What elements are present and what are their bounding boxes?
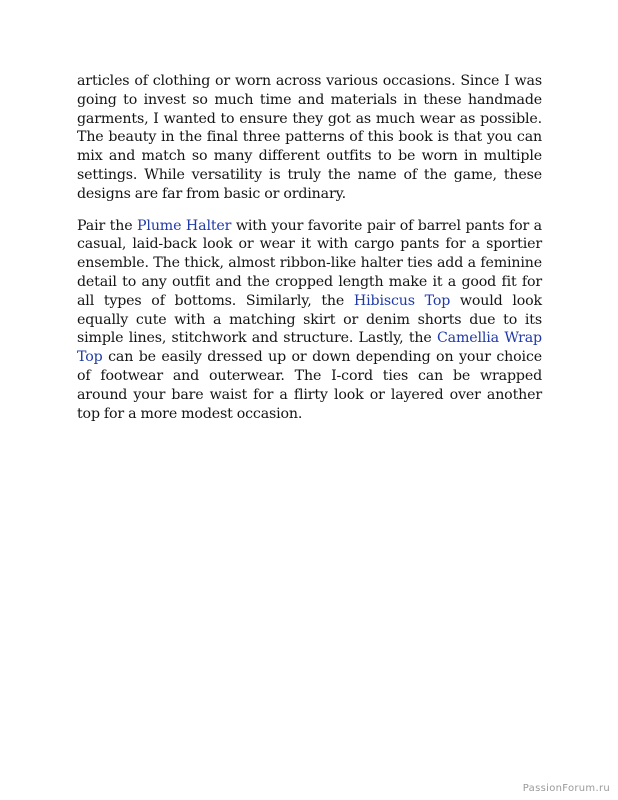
paragraph-2-text-1: Pair the: [77, 217, 138, 234]
paragraph-2-text-4: can be easily dressed up or down depending on your choice of footwear and outerwear. The I-cord ties can be wrapped around your bare waist for a flirty look or layered over another top for a more modest occasion.: [77, 349, 542, 422]
link-plume-halter[interactable]: Plume Halter: [137, 217, 232, 234]
watermark: PassionForum.ru: [522, 783, 610, 794]
link-hibiscus-top[interactable]: Hibiscus Top: [353, 292, 451, 309]
link-camellia-wrap-top[interactable]: Camellia Wrap Top: [77, 330, 542, 366]
paragraph-2: [77, 217, 542, 424]
paragraph-1: articles of clothing or worn across various occasions. Since I was going to invest so much time and materials in these handmade garments, I wanted to ensure they got as much wear as possible. The beauty in the final three patterns of this book is that you can mix and match so many different outfits to be worn in multiple settings. While versatility is truly the name of the game, these designs are far from basic or ordinary.: [77, 73, 542, 202]
paragraph-2-text-3: would look equally cute with a matching skirt or denim shorts due to its simple lines, stitchwork and structure. Lastly, the: [77, 292, 542, 347]
document-page: [77, 72, 542, 436]
paragraph-2-text-2: with your favorite pair of barrel pants for a casual, laid-back look or wear it with cargo pants for a sportier ensemble. The thick, almost ribbon-like halter ties add a feminine detail to any outfit and the cropped length make it a good fit for all types of bottoms. Similarly, the: [77, 217, 542, 309]
